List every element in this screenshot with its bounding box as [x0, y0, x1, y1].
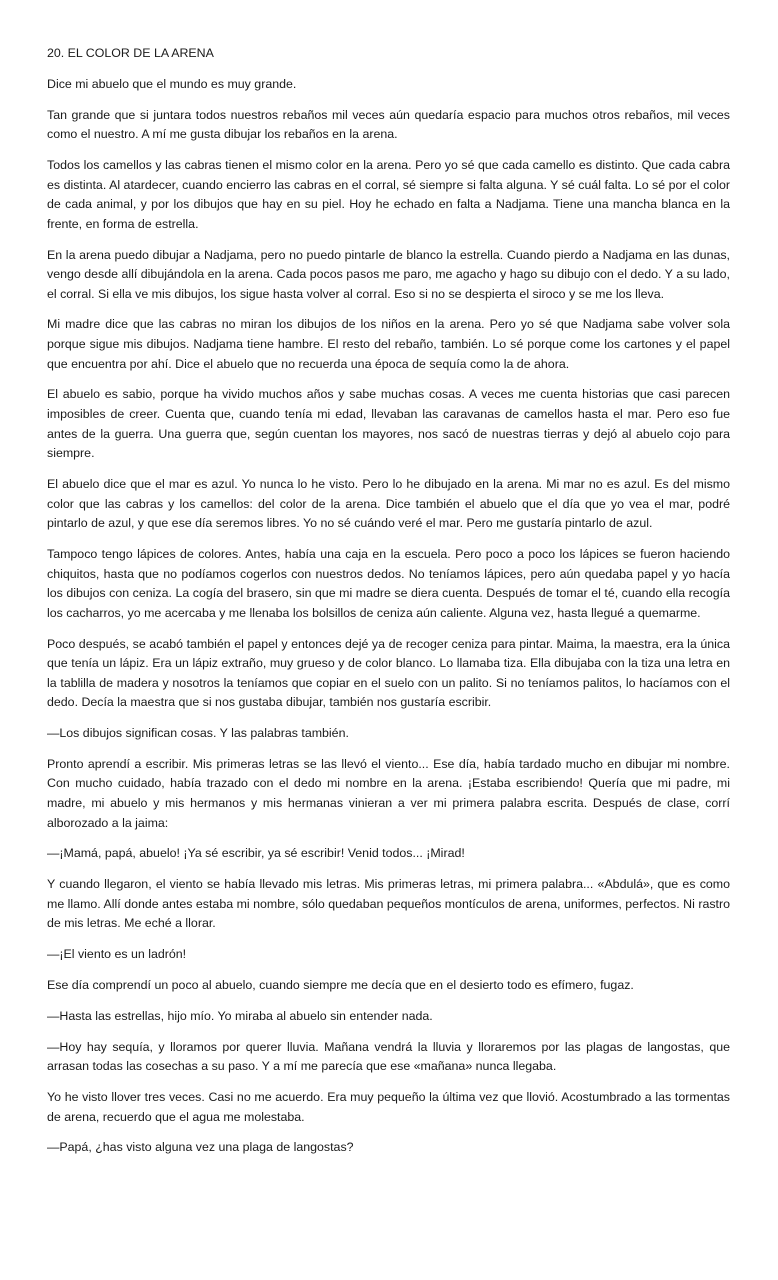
dialogue-line-3: —¡El viento es un ladrón! — [47, 947, 187, 962]
paragraph-7: El abuelo dice que el mar es azul. Yo nunca lo he visto. Pero lo he dibujado en la arena. Mi mar no es azul. Es del mismo color que las cabras y los camellos: del color de la arena. Dice también el abuelo que el día que yo vea el mar, podré pintarlo de azul, y que ese día seremos libres. Yo no sé cuándo veré el mar. Pero me gustaría pintarlo de azul. — [47, 477, 730, 531]
chapter-title: 20. EL COLOR DE LA ARENA — [47, 46, 214, 60]
paragraph-3: Todos los camellos y las cabras tienen el mismo color en la arena. Pero yo sé que cada camello es distinto. Que cada cabra es distinta. Al atardecer, cuando encierro las cabras en el corral, sé siempre si falta alguna. Y sé cuál falta. Lo sé por el color de cada animal, y por los dibujos que hay en su piel. Hoy he echado en falta a Nadjama. Tiene una mancha blanca en la frente, en forma de estrella. — [47, 157, 730, 231]
dialogue-line-6: —Papá, ¿has visto alguna vez una plaga de langostas? — [47, 1140, 354, 1155]
paragraph-6: El abuelo es sabio, porque ha vivido muchos años y sabe muchas cosas. A veces me cuenta historias que casi parecen imposibles de creer. Cuenta que, cuando tenía mi edad, llevaban las caravanas de camellos hasta el mar. Pero eso fue antes de la guerra. Una guerra que, según cuentan los mayores, nos sacó de nuestras tierras y dejó al abuelo cojo para siempre. — [47, 387, 730, 461]
paragraph-13: Yo he visto llover tres veces. Casi no me acuerdo. Era muy pequeño la última vez que llovió. Acostumbrado a las tormentas de arena, recuerdo que el agua me molestaba. — [47, 1089, 730, 1124]
dialogue-line-4: —Hasta las estrellas, hijo mío. Yo miraba al abuelo sin entender nada. — [47, 1008, 433, 1023]
dialogue-line-2: —¡Mamá, papá, abuelo! ¡Ya sé escribir, ya sé escribir! Venid todos... ¡Mirad! — [47, 846, 465, 861]
paragraph-10: Pronto aprendí a escribir. Mis primeras letras se las llevó el viento... Ese día, había tardado mucho en dibujar mi nombre. Con mucho cuidado, había trazado con el dedo mi nombre en la arena. ¡Estaba escribiendo! Quería que mi padre, mi madre, mi abuelo y mis hermanos y mis hermanas vinieran a ver mi primera palabra escrita. Después de clase, corrí alborozado a la jaima: — [47, 756, 730, 830]
paragraph-1: Dice mi abuelo que el mundo es muy grande. — [47, 76, 297, 91]
paragraph-11: Y cuando llegaron, el viento se había llevado mis letras. Mis primeras letras, mi primera palabra... «Abdulá», que es como me llamo. Allí donde antes estaba mi nombre, sólo quedaban pequeños montículos de arena, uniformes, perfectos. Ni rastro de mis letras. Me eché a llorar. — [47, 877, 730, 931]
paragraph-2: Tan grande que si juntara todos nuestros rebaños mil veces aún quedaría espacio para muchos otros rebaños, mil veces como el nuestro. A mí me gusta dibujar los rebaños en la arena. — [47, 107, 730, 142]
paragraph-8: Tampoco tengo lápices de colores. Antes, había una caja en la escuela. Pero poco a poco los lápices se fueron haciendo chiquitos, hasta que no podíamos cogerlos con nuestros dedos. No teníamos lápices, pero aún quedaba papel y yo hacía los dibujos con ceniza. La cogía del brasero, sin que mi madre se diera cuenta. Después de tomar el té, cuando ella recogía los cacharros, yo me acercaba y me llenaba los bolsillos de ceniza aún caliente. Alguna vez, hasta llegué a quemarme. — [47, 546, 730, 620]
paragraph-9: Poco después, se acabó también el papel y entonces dejé ya de recoger ceniza para pintar. Maima, la maestra, era la única que tenía un lápiz. Era un lápiz extraño, muy grueso y de color blanco. Lo llamaba tiza. Ella dibujaba con la tiza una letra en la tablilla de madera y nosotros la teníamos que copiar en el suelo con un palito. Si no teníamos palitos, lo hacíamos con el dedo. Decía la maestra que si nos gustaba dibujar, también nos gustaría escribir. — [47, 636, 730, 710]
dialogue-line-5: —Hoy hay sequía, y lloramos por querer lluvia. Mañana vendrá la lluvia y lloraremos por las plagas de langostas, que arrasan todas las cosechas a su paso. Y a mí me parecía que ese «mañana» nunca llegaba. — [47, 1039, 730, 1074]
paragraph-12: Ese día comprendí un poco al abuelo, cuando siempre me decía que en el desierto todo es efímero, fugaz. — [47, 977, 634, 992]
paragraph-4: En la arena puedo dibujar a Nadjama, pero no puedo pintarle de blanco la estrella. Cuando pierdo a Nadjama en las dunas, vengo desde allí dibujándola en la arena. Cada pocos pasos me paro, me agacho y hago su dibujo con el dedo. Y a su lado, el corral. Si ella ve mis dibujos, los sigue hasta volver al corral. Eso si no se despierta el siroco y se me los lleva. — [47, 247, 730, 301]
dialogue-line-1: —Los dibujos significan cosas. Y las palabras también. — [47, 726, 349, 741]
paragraph-5: Mi madre dice que las cabras no miran los dibujos de los niños en la arena. Pero yo sé que Nadjama sabe volver sola porque sigue mis dibujos. Nadjama tiene hambre. El resto del rebaño, también. Lo sé porque come los cartones y el papel que encuentra por ahí. Dice el abuelo que no recuerda una época de sequía como la de ahora. — [47, 317, 730, 371]
document-page — [47, 44, 730, 1169]
